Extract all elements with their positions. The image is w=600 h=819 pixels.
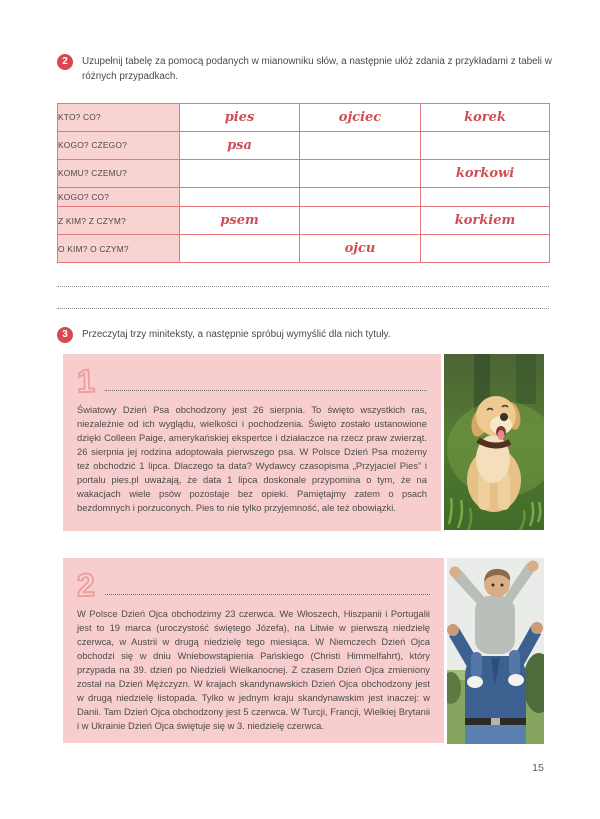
table-row	[58, 235, 550, 263]
minitext-1-body: Światowy Dzień Psa obchodzony jest 26 sierpnia. To święto wszystkich ras, niezależnie od ich wyglądu, wielkości i pochodzenia. Święto zostało ustanowione dzięki Colleen Paige, amerykańskiej ekspertce i działaczce na rzecz praw zwierząt. 26 sierpnia jej rodzina adoptowała pierwszego psa. W Polsce Dzień Psa możemy też obchodzić 1 lipca. Dlaczego ta data? Wydawcy czasopisma „Przyjaciel Pies” i portalu pies.pl uważają, że data 1 lipca doskonale przypomina o tym, że na wakacjach wiele psów pozostaje bez opieki. Pamiętajmy zatem o psach bezdomnych i porzuconych. Pies to nie tylko przyjemność, ale też obowiązki.	[77, 404, 427, 513]
exercise2-instruction: Uzupełnij tabelę za pomocą podanych w mianowniku słów, a następnie ułóż zdania z przykładami z tabeli w różnych przypadkach.	[82, 56, 552, 82]
minitext-1-number: 1	[76, 362, 96, 400]
writing-line	[57, 286, 549, 287]
case-label: Z KIM? Z CZYM?	[58, 207, 180, 235]
table-row	[58, 104, 550, 132]
answer-cell	[180, 159, 300, 187]
minitext-2-body: W Polsce Dzień Ojca obchodzimy 23 czerwca. We Włoszech, Hiszpanii i Portugalii jest to 19 marca (uroczystość świętego Józefa), na Litwie w pierwszą niedzielę czerwca, w Austrii w drugą niedzielę tego miesiąca. W Niemczech Dzień Ojca obchodzi się w dniu Wniebowstąpienia Pańskiego (Christi Himmelfahrt), który przypada na 39. dzień po Niedzieli Wielkanocnej. Z czasem Dzień Ojca zmieniony został na Dzień Mężczyzn. W krajach skandynawskich Dzień Ojca obchodzony jest w drugą niedzielę listopada. Tylko w jednym kraju skandynawskim jest inaczej: w Danii. Tam Dzień Ojca obchodzony jest 5 czerwca. W Turcji, Francji, Wielkiej Brytanii i w Ukrainie Dzień Ojca świętuje się w 3. niedzielę czerwca.	[77, 608, 430, 731]
exercise3-instruction: Przeczytaj trzy miniteksty, a następnie spróbuj wymyślić dla nich tytuły.	[82, 329, 391, 340]
case-label: KOMU? CZEMU?	[58, 159, 180, 187]
answer-cell: psem	[180, 207, 300, 235]
answer-cell	[421, 235, 550, 263]
exercise3-header	[57, 327, 557, 343]
answer-cell: ojciec	[300, 104, 421, 132]
minitext-1-title-row	[77, 364, 427, 398]
minitext-2	[63, 558, 544, 744]
exercise2-header	[57, 54, 557, 84]
answer-cell	[300, 207, 421, 235]
minitext-2-title-row	[77, 568, 430, 602]
answer-cell	[421, 131, 550, 159]
minitext-2-number: 2	[76, 566, 96, 604]
case-label: O KIM? O CZYM?	[58, 235, 180, 263]
answer-cell: pies	[180, 104, 300, 132]
exercise3-number-badge: 3	[57, 327, 73, 343]
page-number: 15	[532, 762, 544, 774]
answer-cell	[300, 187, 421, 206]
case-label: KOGO? CO?	[58, 187, 180, 206]
answer-cell: psa	[180, 131, 300, 159]
answer-cell	[180, 187, 300, 206]
table-row	[58, 159, 550, 187]
minitext-1-box	[63, 354, 441, 531]
table-row	[58, 207, 550, 235]
answer-cell: korek	[421, 104, 550, 132]
father-child-photo	[447, 558, 544, 744]
table-row	[58, 131, 550, 159]
answer-cell: korkiem	[421, 207, 550, 235]
minitext-1	[63, 354, 544, 531]
answer-cell	[300, 159, 421, 187]
answer-cell: korkowi	[421, 159, 550, 187]
table-row	[58, 187, 550, 206]
title-dotted-line	[105, 390, 427, 391]
puppy-photo	[444, 354, 544, 530]
minitext-2-box	[63, 558, 444, 743]
title-dotted-line	[105, 594, 430, 595]
exercise2-number-badge: 2	[57, 54, 73, 70]
writing-line	[57, 308, 549, 309]
case-label: KTO? CO?	[58, 104, 180, 132]
answer-cell	[300, 131, 421, 159]
answer-cell	[180, 235, 300, 263]
answer-cell	[421, 187, 550, 206]
case-label: KOGO? CZEGO?	[58, 131, 180, 159]
answer-cell: ojcu	[300, 235, 421, 263]
grammar-cases-table	[57, 103, 550, 263]
